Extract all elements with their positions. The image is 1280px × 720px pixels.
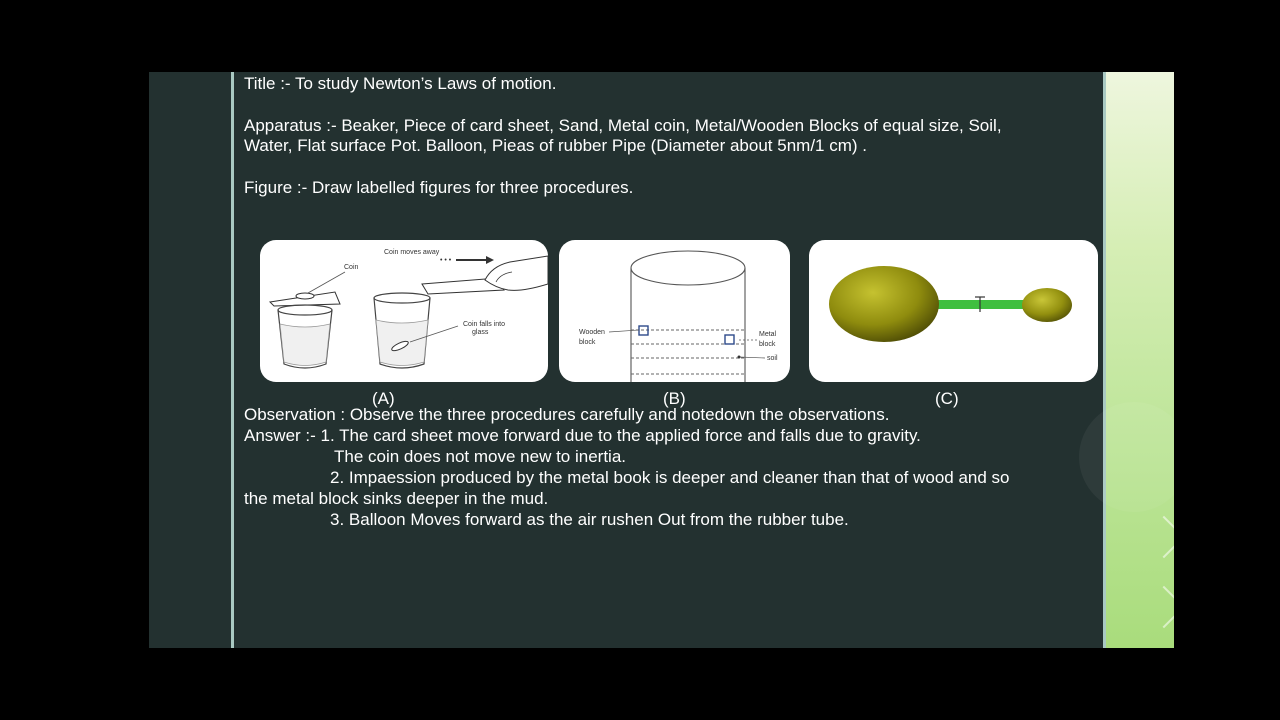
hand-shape [485, 256, 548, 290]
left-divider [231, 72, 234, 648]
figure-b-card [559, 240, 790, 382]
answer-line-5: 3. Balloon Moves forward as the air rushen Out from the rubber tube. [330, 510, 849, 529]
apparatus-line-2: Water, Flat surface Pot. Balloon, Pieas of rubber Pipe (Diameter about 5nm/1 cm) . [244, 136, 867, 155]
figure-a-card [260, 240, 548, 382]
answer-line-2: The coin does not move new to inertia. [334, 447, 626, 466]
large-balloon-shape [829, 266, 939, 342]
figure-a-caption: (A) [372, 389, 395, 408]
label-coin: Coin [344, 264, 359, 271]
figure-instruction: Figure :- Draw labelled figures for three procedures. [244, 178, 634, 197]
rubber-tube-shape [929, 300, 1033, 309]
answer-line-4: the metal block sinks deeper in the mud. [244, 489, 549, 508]
metal-block-shape [725, 335, 734, 344]
apparatus-line-1: Apparatus :- Beaker, Piece of card sheet, Sand, Metal coin, Metal/Wooden Blocks of equal size, Soil, [244, 116, 1002, 135]
figure-a-drawing [260, 240, 548, 382]
slide [149, 72, 1174, 648]
label-soil: soil [767, 355, 778, 362]
answer-line-3: 2. Impaession produced by the metal book is deeper and cleaner than that of wood and so [330, 468, 1010, 487]
figure-c-drawing [809, 240, 1098, 382]
coin-shape [296, 293, 314, 299]
figure-b-drawing [559, 240, 790, 382]
answer-line-1: Answer :- 1. The card sheet move forward due to the applied force and falls due to gravity. [244, 426, 921, 445]
page-title: Title :- To study Newton’s Laws of motion. [244, 74, 557, 93]
svg-text:• • •: • • • [440, 257, 452, 264]
decorative-green-strip [1106, 72, 1174, 648]
small-balloon-shape [1022, 288, 1072, 322]
label-coin-falls-1: Coin falls into [463, 321, 506, 328]
figure-b-caption: (B) [663, 389, 686, 408]
label-coin-moves-away: Coin moves away [384, 249, 440, 256]
observation-text: Observation : Observe the three procedures carefully and notedown the observations. [244, 405, 890, 424]
figure-c-caption: (C) [935, 389, 959, 408]
label-metal-1: Metal [759, 331, 777, 338]
label-wooden-1: Wooden [579, 329, 605, 336]
label-coin-falls-2: glass [472, 329, 489, 336]
label-metal-2: block [759, 341, 776, 348]
figure-c-card [809, 240, 1098, 382]
label-wooden-2: block [579, 339, 596, 346]
decorative-circle [1079, 402, 1174, 512]
